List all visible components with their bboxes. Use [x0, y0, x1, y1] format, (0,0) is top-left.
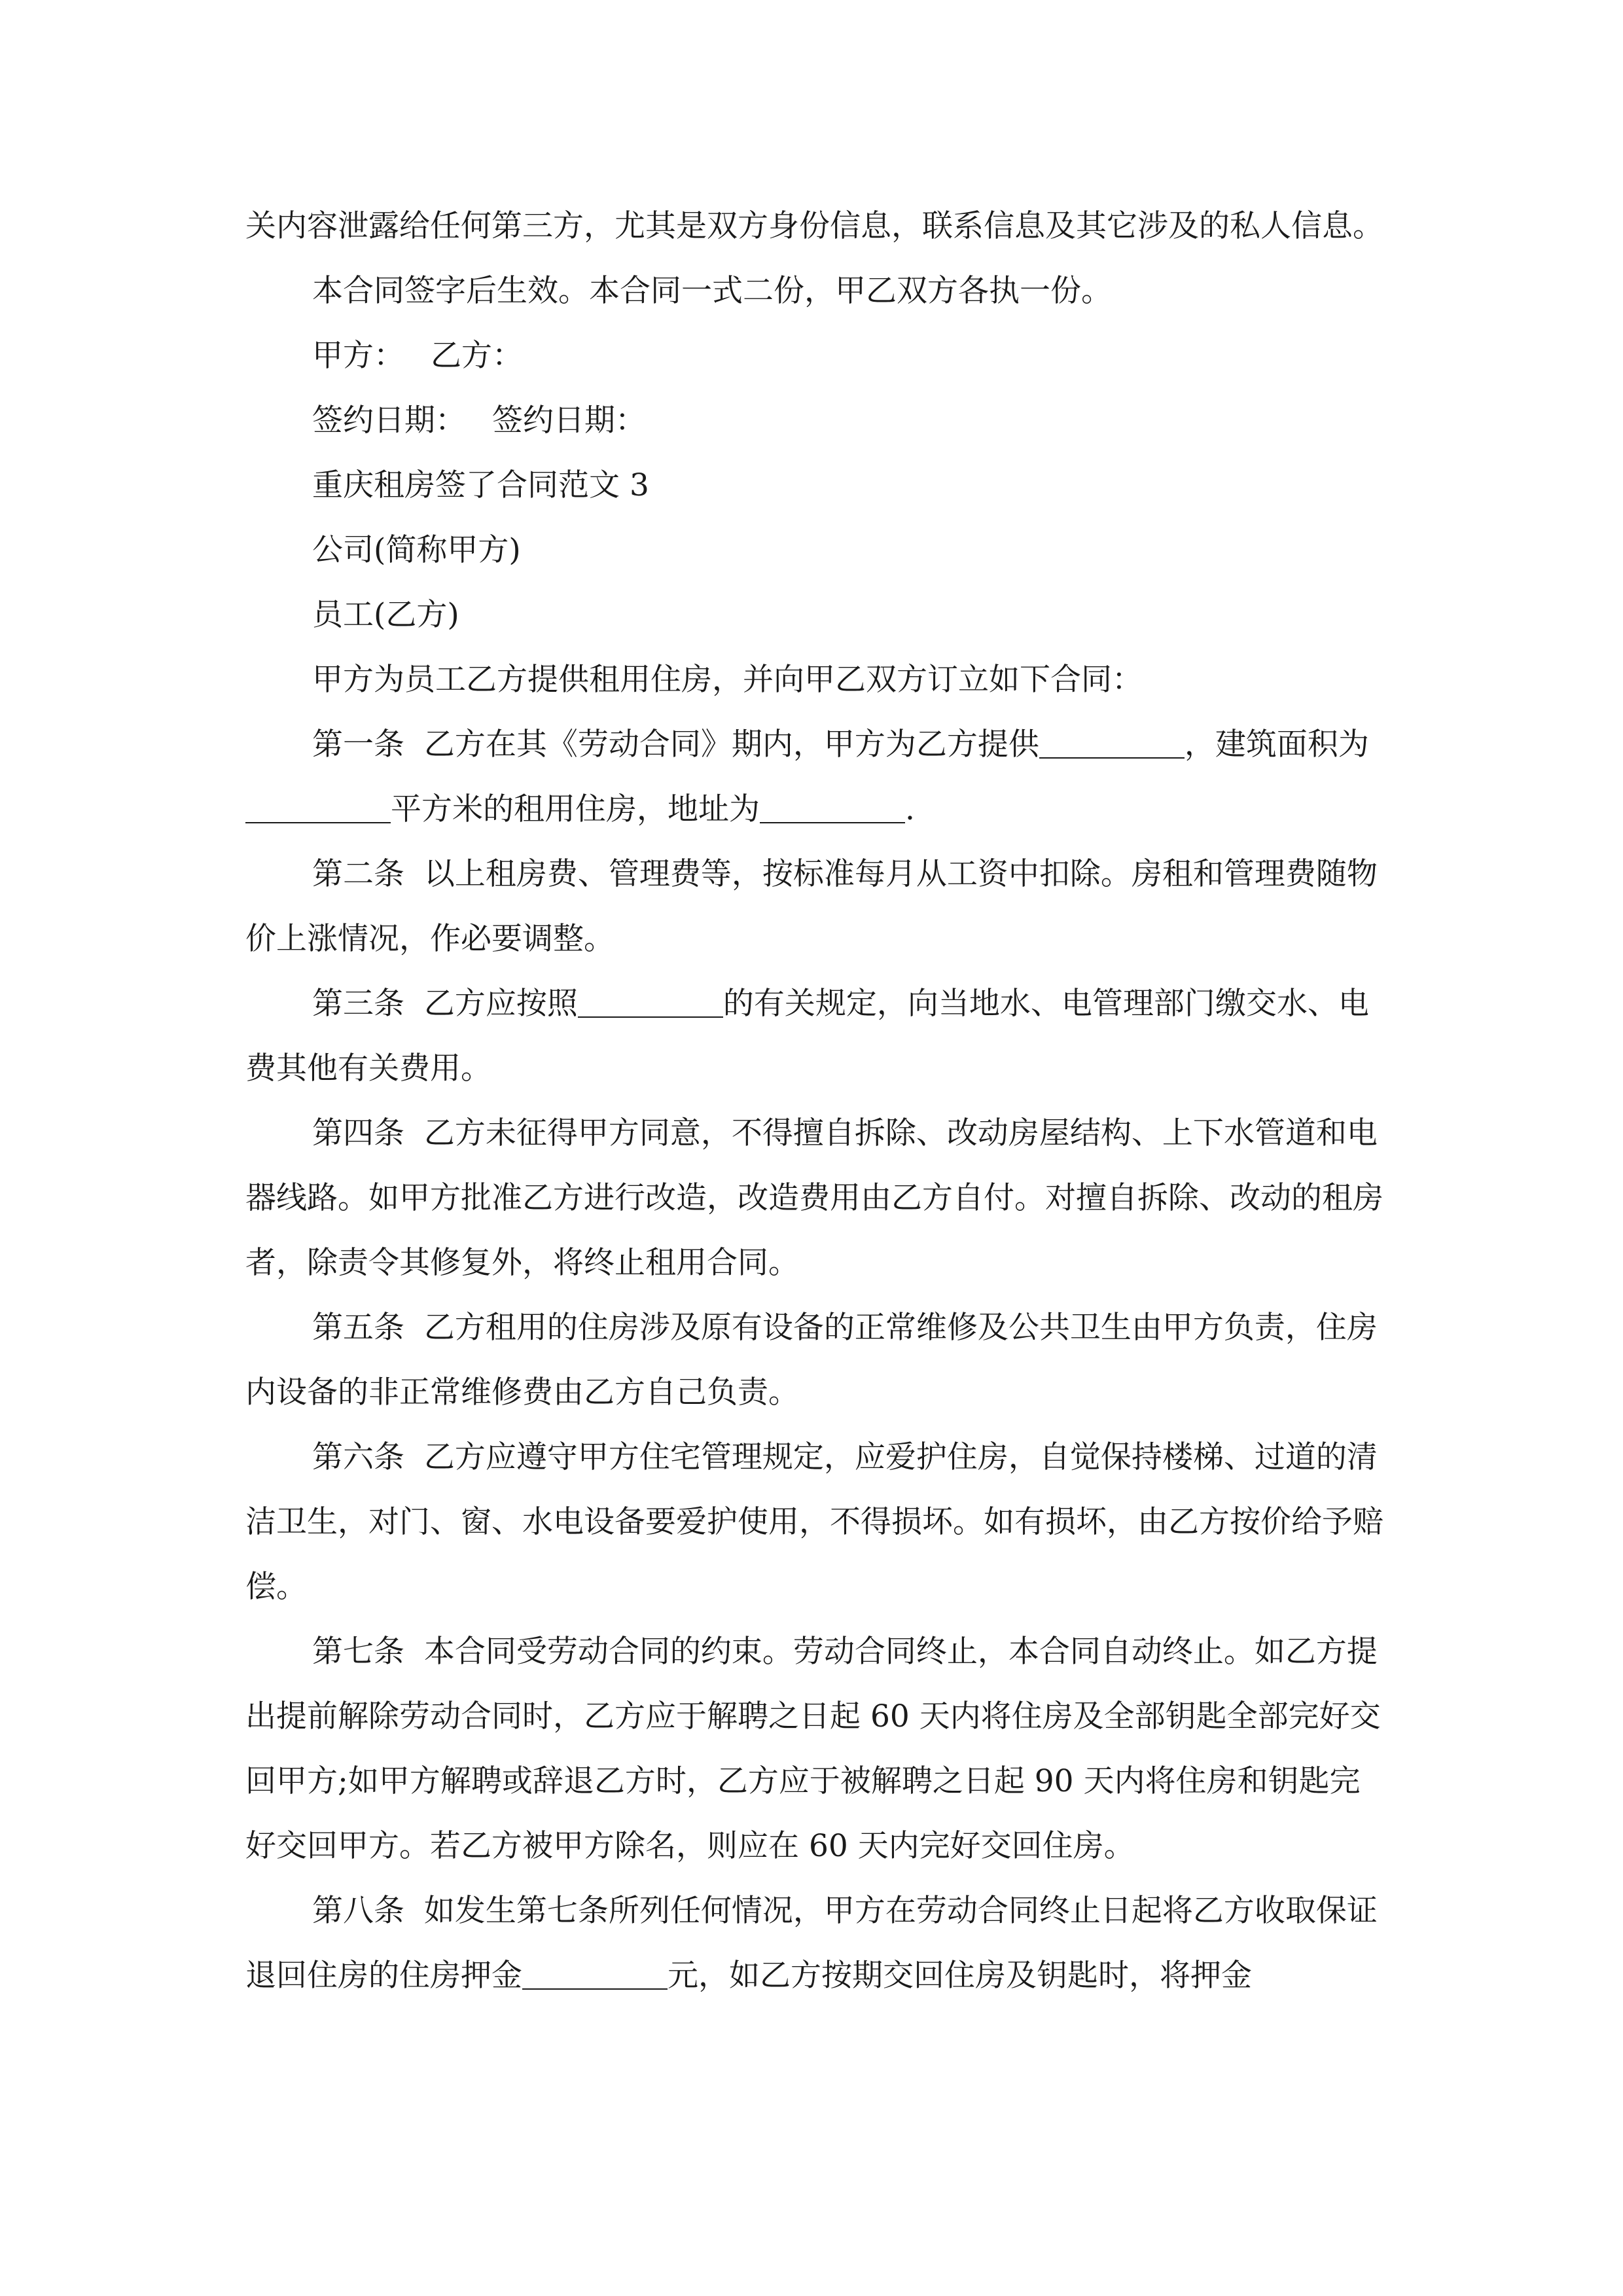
article-3-text-b: 的有关规定，向当地水、电管理部门缴交水、电费其他有关费用。 [245, 986, 1369, 1086]
article-1-text-c: 平方米的租用住房，地址为 [391, 791, 760, 827]
article-8-text-b: 元，如乙方按期交回住房及钥匙时，将押金 [668, 1958, 1252, 1994]
regulation-blank [578, 986, 723, 1018]
article-1-text-b: ，建筑面积为 [1184, 726, 1369, 762]
party-b-date-label: 签约日期： [492, 403, 646, 439]
article-4: 第四条 乙方未征得甲方同意，不得擅自拆除、改动房屋结构、上下水管道和电器线路。如甲方批准乙方进行改造，改造费用由乙方自付。对擅自拆除、改动的租房者，除责令其修复外，将终止租用合同。 [245, 1115, 1383, 1281]
party-a-date-label: 签约日期： [312, 403, 466, 439]
document-body [245, 194, 1387, 2008]
article-8 [245, 1878, 1387, 2008]
article-1-text-a: 第一条 乙方在其《劳动合同》期内，甲方为乙方提供 [312, 726, 1039, 762]
paragraph-privacy-clause: 关内容泄露给任何第三方，尤其是双方身份信息，联系信息及其它涉及的私人信息。 [245, 208, 1383, 244]
housing-blank [1039, 726, 1185, 759]
signature-date-line [245, 388, 1387, 453]
article-8-text-a: 第八条 如发生第七条所列任何情况，甲方在劳动合同终止日起将乙方收取保证退回住房的住房押金 [245, 1893, 1378, 1994]
party-a-line: 公司(简称甲方) [312, 532, 521, 568]
party-a-signature-label: 甲方： [312, 338, 404, 374]
article-1 [245, 712, 1387, 842]
article-1-text-d: . [905, 791, 915, 827]
contract-intro: 甲方为员工乙方提供租用住房，并向甲乙双方订立如下合同： [312, 662, 1143, 698]
article-2: 第二条 以上租房费、管理费等，按标准每月从工资中扣除。房租和管理费随物价上涨情况，作必要调整。 [245, 856, 1378, 957]
article-7: 第七条 本合同受劳动合同的约束。劳动合同终止，本合同自动终止。如乙方提出提前解除劳动合同时，乙方应于解聘之日起 60 天内将住房及全部钥匙全部完好交回甲方;如甲方解聘或辞退乙方时，乙方应于被解聘之日起 90 天内将住房和钥匙完好交回甲方。若乙方被甲方除名，则应在 60 天内完好交回住房。 [245, 1634, 1381, 1864]
paragraph-effective-clause: 本合同签字后生效。本合同一式二份，甲乙双方各执一份。 [312, 273, 1112, 309]
address-blank [760, 791, 905, 823]
section-title: 重庆租房签了合同范文 3 [312, 467, 649, 503]
article-5: 第五条 乙方租用的住房涉及原有设备的正常维修及公共卫生由甲方负责，住房内设备的非正常维修费由乙方自己负责。 [245, 1310, 1378, 1410]
article-3-text-a: 第三条 乙方应按照 [312, 986, 578, 1022]
signature-party-line [245, 323, 1387, 388]
deposit-blank [522, 1958, 668, 1990]
party-b-line: 员工(乙方) [312, 597, 459, 633]
article-3 [245, 971, 1387, 1101]
area-blank [245, 791, 391, 823]
article-6: 第六条 乙方应遵守甲方住宅管理规定，应爱护住房，自觉保持楼梯、过道的清洁卫生，对门、窗、水电设备要爱护使用，不得损坏。如有损坏，由乙方按价给予赔偿。 [245, 1439, 1383, 1605]
party-b-signature-label: 乙方： [431, 338, 523, 374]
